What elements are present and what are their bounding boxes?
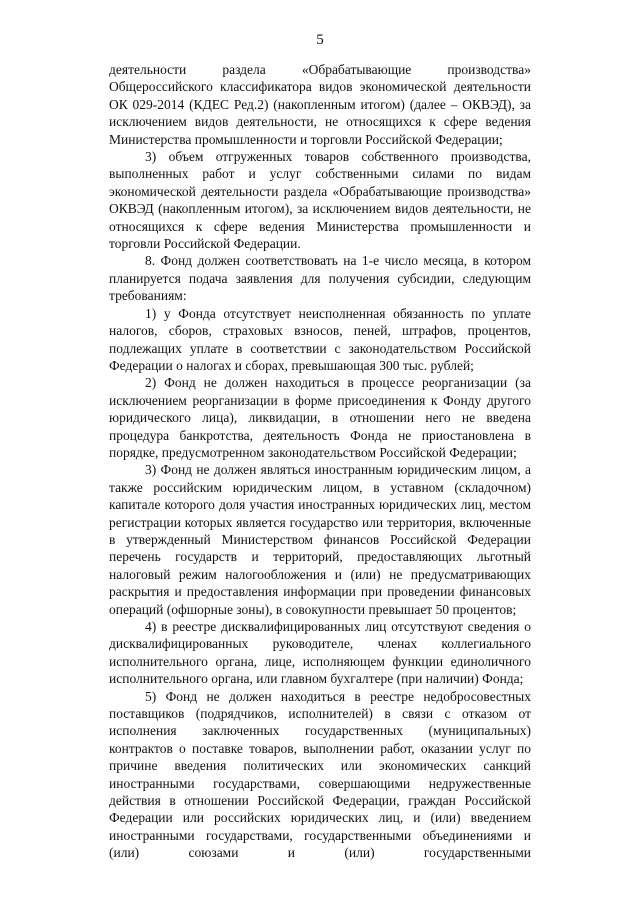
page-number: 5 [316,32,324,48]
paragraph-requirement-4: 4) в реестре дисквалифицированных лиц отсутствуют сведения о дисквалифицированных руководителе, членах коллегиального исполнительного органа, лице, исполняющем функции единоличного исполнительного органа, или главном бухгалтере (при наличии) Фонда; [109,619,531,687]
paragraph-requirement-5: 5) Фонд не должен находиться в реестре недобросовестных поставщиков (подрядчиков, исполнителей) в связи с отказом от исполнения заключенных государственных (муниципальных) контрактов о поставке товаров, выполнении работ, оказании услуг по причине введения политических или экономических санкций иностранными государствами, совершающими недружественные действия в отношении Российской Федерации, граждан Российской Федерации или российских юридических лиц, и (или) введением иностранными государствами, государственными объединениями и (или) союзами и (или) государственными [109,688,531,861]
paragraph-requirement-2: 2) Фонд не должен находиться в процессе реорганизации (за исключением реорганизации в форме присоединения к Фонду другого юридического лица), ликвидации, в отношении него не введена процедура банкротства, деятельность Фонда не приостановлена в порядке, предусмотренном законодательством Российской Федерации; [109,375,531,460]
paragraph-continuation: деятельности раздела «Обрабатывающие производства» Общероссийского классификатора видов экономической деятельности ОК 029-2014 (КДЕС Ред.2) (накопленным итогом) (далее – ОКВЭД), за исключением видов деятельности, не относящихся к сфере ведения Министерства промышленности и торговли Российской Федерации; [109,62,531,147]
paragraph-item-3: 3) объем отгруженных товаров собственного производства, выполненных работ и услуг собственными силами по видам экономической деятельности раздела «Обрабатывающие производства» ОКВЭД (накопленным итогом), за исключением видов деятельности, не относящихся к сфере ведения Министерства промышленности и торговли Российской Федерации. [109,149,531,252]
document-body [109,61,531,862]
paragraph-clause-8: 8. Фонд должен соответствовать на 1-е число месяца, в котором планируется подача заявления для получения субсидии, следующим требованиям: [109,253,531,304]
paragraph-requirement-3: 3) Фонд не должен являться иностранным юридическим лицом, а также российским юридическим лицом, в уставном (складочном) капитале которого доля участия иностранных юридических лиц, местом регистрации которых является государство или территория, включенные в утвержденный Министерством финансов Российской Федерации перечень государств и территорий, предоставляющих льготный налоговый режим налогообложения и (или) не предусматривающих раскрытия и предоставления информации при проведении финансовых операций (офшорные зоны), в совокупности превышает 50 процентов; [109,462,531,617]
paragraph-requirement-1: 1) у Фонда отсутствует неисполненная обязанность по уплате налогов, сборов, страховых взносов, пеней, штрафов, процентов, подлежащих уплате в соответствии с законодательством Российской Федерации о налогах и сборах, превышающая 300 тыс. рублей; [109,305,531,373]
